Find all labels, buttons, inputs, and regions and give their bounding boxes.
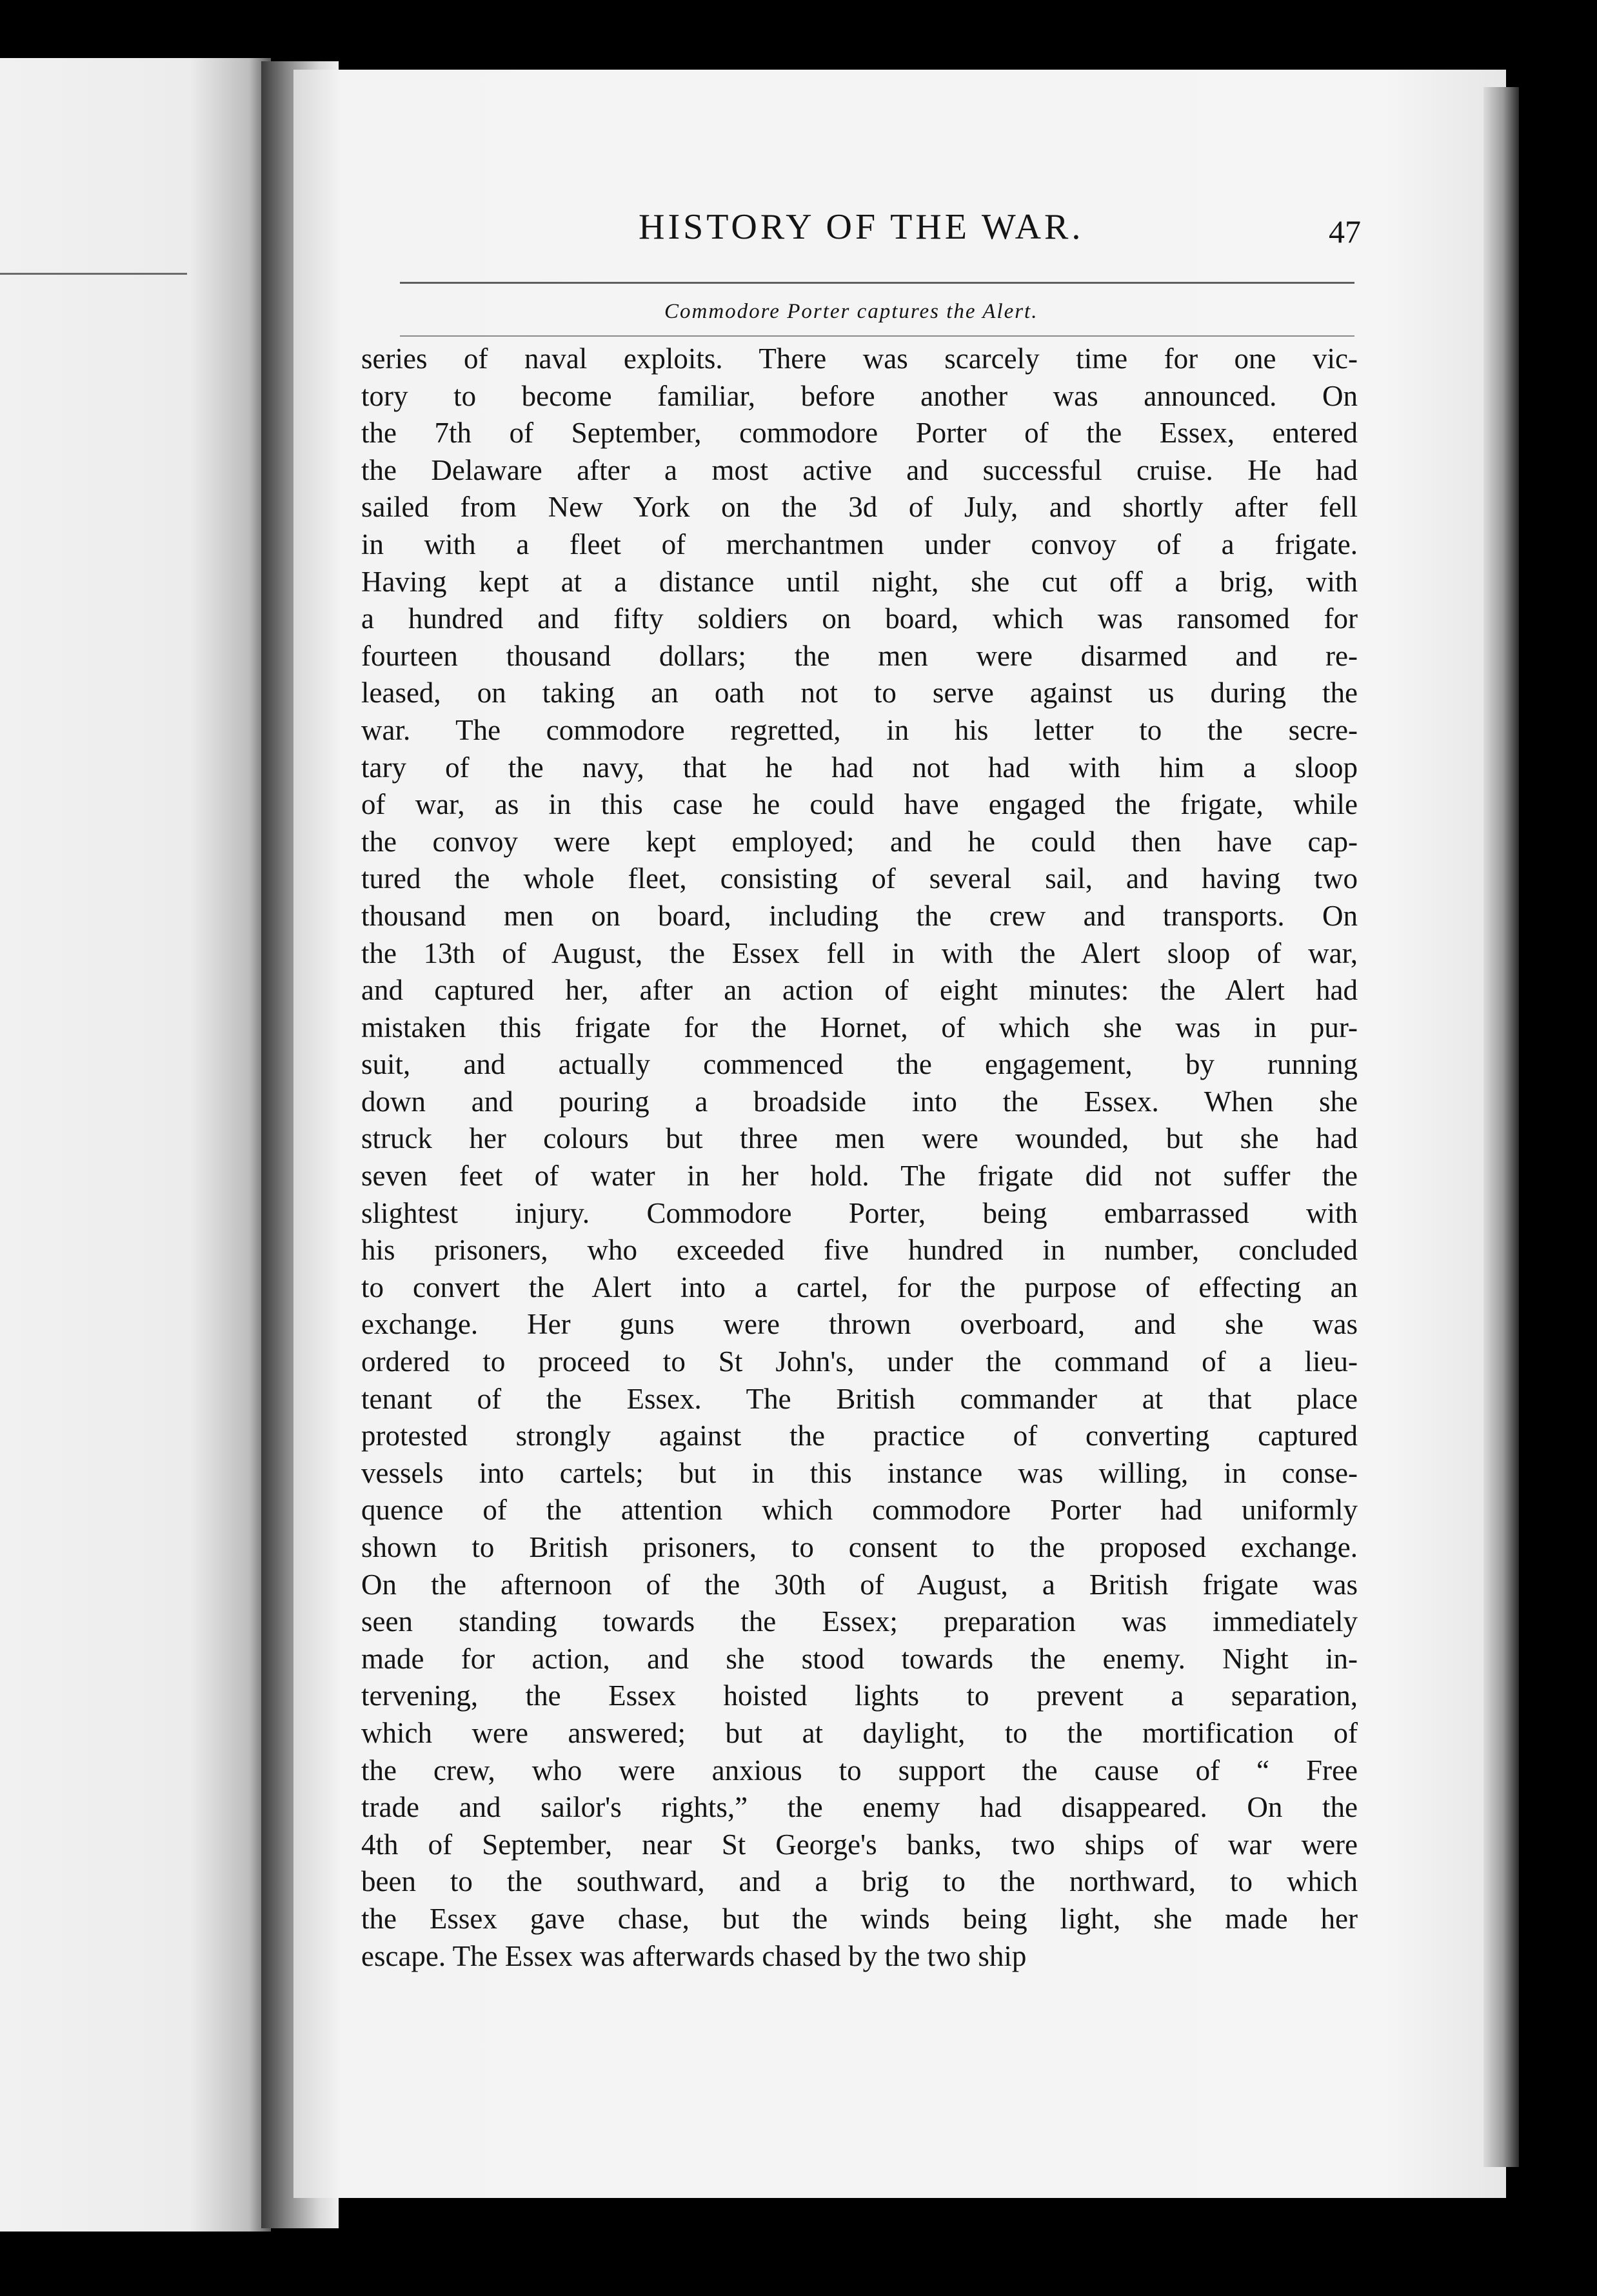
body-text-line: the 13th of August, the Essex fell in with the Alert sloop of war, [361, 936, 1358, 969]
body-text-line: vessels into cartels; but in this instance was willing, in conse- [361, 1456, 1358, 1489]
section-subhead: Commodore Porter captures the Alert. [664, 300, 1038, 323]
body-text-line: made for action, and she stood towards the enemy. Night in- [361, 1642, 1358, 1675]
body-text-line: which were answered; but at daylight, to the mortification of [361, 1716, 1358, 1749]
body-text-line: down and pouring a broadside into the Essex. When she [361, 1085, 1358, 1118]
body-text-line: On the afternoon of the 30th of August, a British frigate was [361, 1568, 1358, 1601]
body-text-line: suit, and actually commenced the engagement, by running [361, 1048, 1358, 1081]
body-text-line: the Delaware after a most active and successful cruise. He had [361, 453, 1358, 486]
left-page-rule [0, 273, 187, 275]
body-text-line: tured the whole fleet, consisting of several sail, and having two [361, 862, 1358, 895]
facing-page-left [0, 58, 271, 2232]
body-text-line: in with a fleet of merchantmen under convoy of a frigate. [361, 528, 1358, 560]
body-text-line: a hundred and fifty soldiers on board, which was ransomed for [361, 602, 1358, 635]
body-text-line: series of naval exploits. There was scarcely time for one vic- [361, 342, 1358, 375]
body-text-line: escape. The Essex was afterwards chased by the two ship [361, 1939, 1027, 1972]
body-text-line: his prisoners, who exceeded five hundred in number, concluded [361, 1234, 1358, 1267]
body-text-line: seven feet of water in her hold. The frigate did not suffer the [361, 1160, 1358, 1193]
body-text-line: trade and sailor's rights,” the enemy had disappeared. On the [361, 1791, 1358, 1824]
body-text-line: to convert the Alert into a cartel, for the purpose of effecting an [361, 1271, 1358, 1303]
body-text-line: been to the southward, and a brig to the northward, to which [361, 1865, 1358, 1898]
body-text-line: ordered to proceed to St John's, under the command of a lieu- [361, 1345, 1358, 1378]
body-text-line: the 7th of September, commodore Porter of the Essex, entered [361, 417, 1358, 450]
body-text-line: protested strongly against the practice of converting captured [361, 1420, 1358, 1452]
body-text-line: the convoy were kept employed; and he could then have cap- [361, 825, 1358, 858]
body-text-line: Having kept at a distance until night, she cut off a brig, with [361, 565, 1358, 598]
body-text-line: exchange. Her guns were thrown overboard, and she was [361, 1308, 1358, 1341]
page-number: 47 [1329, 213, 1361, 250]
body-text-line: struck her colours but three men were wounded, but she had [361, 1122, 1358, 1155]
page-edge-shadow [1483, 87, 1519, 2167]
body-text-line: sailed from New York on the 3d of July, and shortly after fell [361, 491, 1358, 524]
body-text-line: of war, as in this case he could have engaged the frigate, while [361, 788, 1358, 821]
body-text-line: tory to become familiar, before another was announced. On [361, 379, 1358, 412]
body-text-line: tary of the navy, that he had not had with him a sloop [361, 751, 1358, 784]
header-rule-bottom [400, 335, 1354, 337]
body-text-line: and captured her, after an action of eight minutes: the Alert had [361, 974, 1358, 1007]
body-text-line: fourteen thousand dollars; the men were disarmed and re- [361, 639, 1358, 672]
body-text-line: 4th of September, near St George's banks, two ships of war were [361, 1828, 1358, 1861]
body-text-line: quence of the attention which commodore Porter had uniformly [361, 1494, 1358, 1527]
body-text-line: thousand men on board, including the crew and transports. On [361, 899, 1358, 932]
body-text-line: shown to British prisoners, to consent to the proposed exchange. [361, 1531, 1358, 1563]
body-text-line: tervening, the Essex hoisted lights to prevent a separation, [361, 1679, 1358, 1712]
body-text-line: tenant of the Essex. The British commander at that place [361, 1382, 1358, 1415]
body-text-line: slightest injury. Commodore Porter, being embarrassed with [361, 1196, 1358, 1229]
header-rule-top [400, 282, 1354, 284]
body-text-line: seen standing towards the Essex; preparation was immediately [361, 1605, 1358, 1638]
body-text-line: mistaken this frigate for the Hornet, of which she was in pur- [361, 1011, 1358, 1044]
body-text-line: the crew, who were anxious to support the cause of “ Free [361, 1754, 1358, 1786]
running-head: HISTORY OF THE WAR. [639, 207, 1084, 247]
body-text-column [361, 341, 1358, 1975]
body-text-line: the Essex gave chase, but the winds being light, she made her [361, 1902, 1358, 1935]
body-text-line: war. The commodore regretted, in his letter to the secre- [361, 713, 1358, 746]
body-text-line: leased, on taking an oath not to serve against us during the [361, 677, 1358, 709]
